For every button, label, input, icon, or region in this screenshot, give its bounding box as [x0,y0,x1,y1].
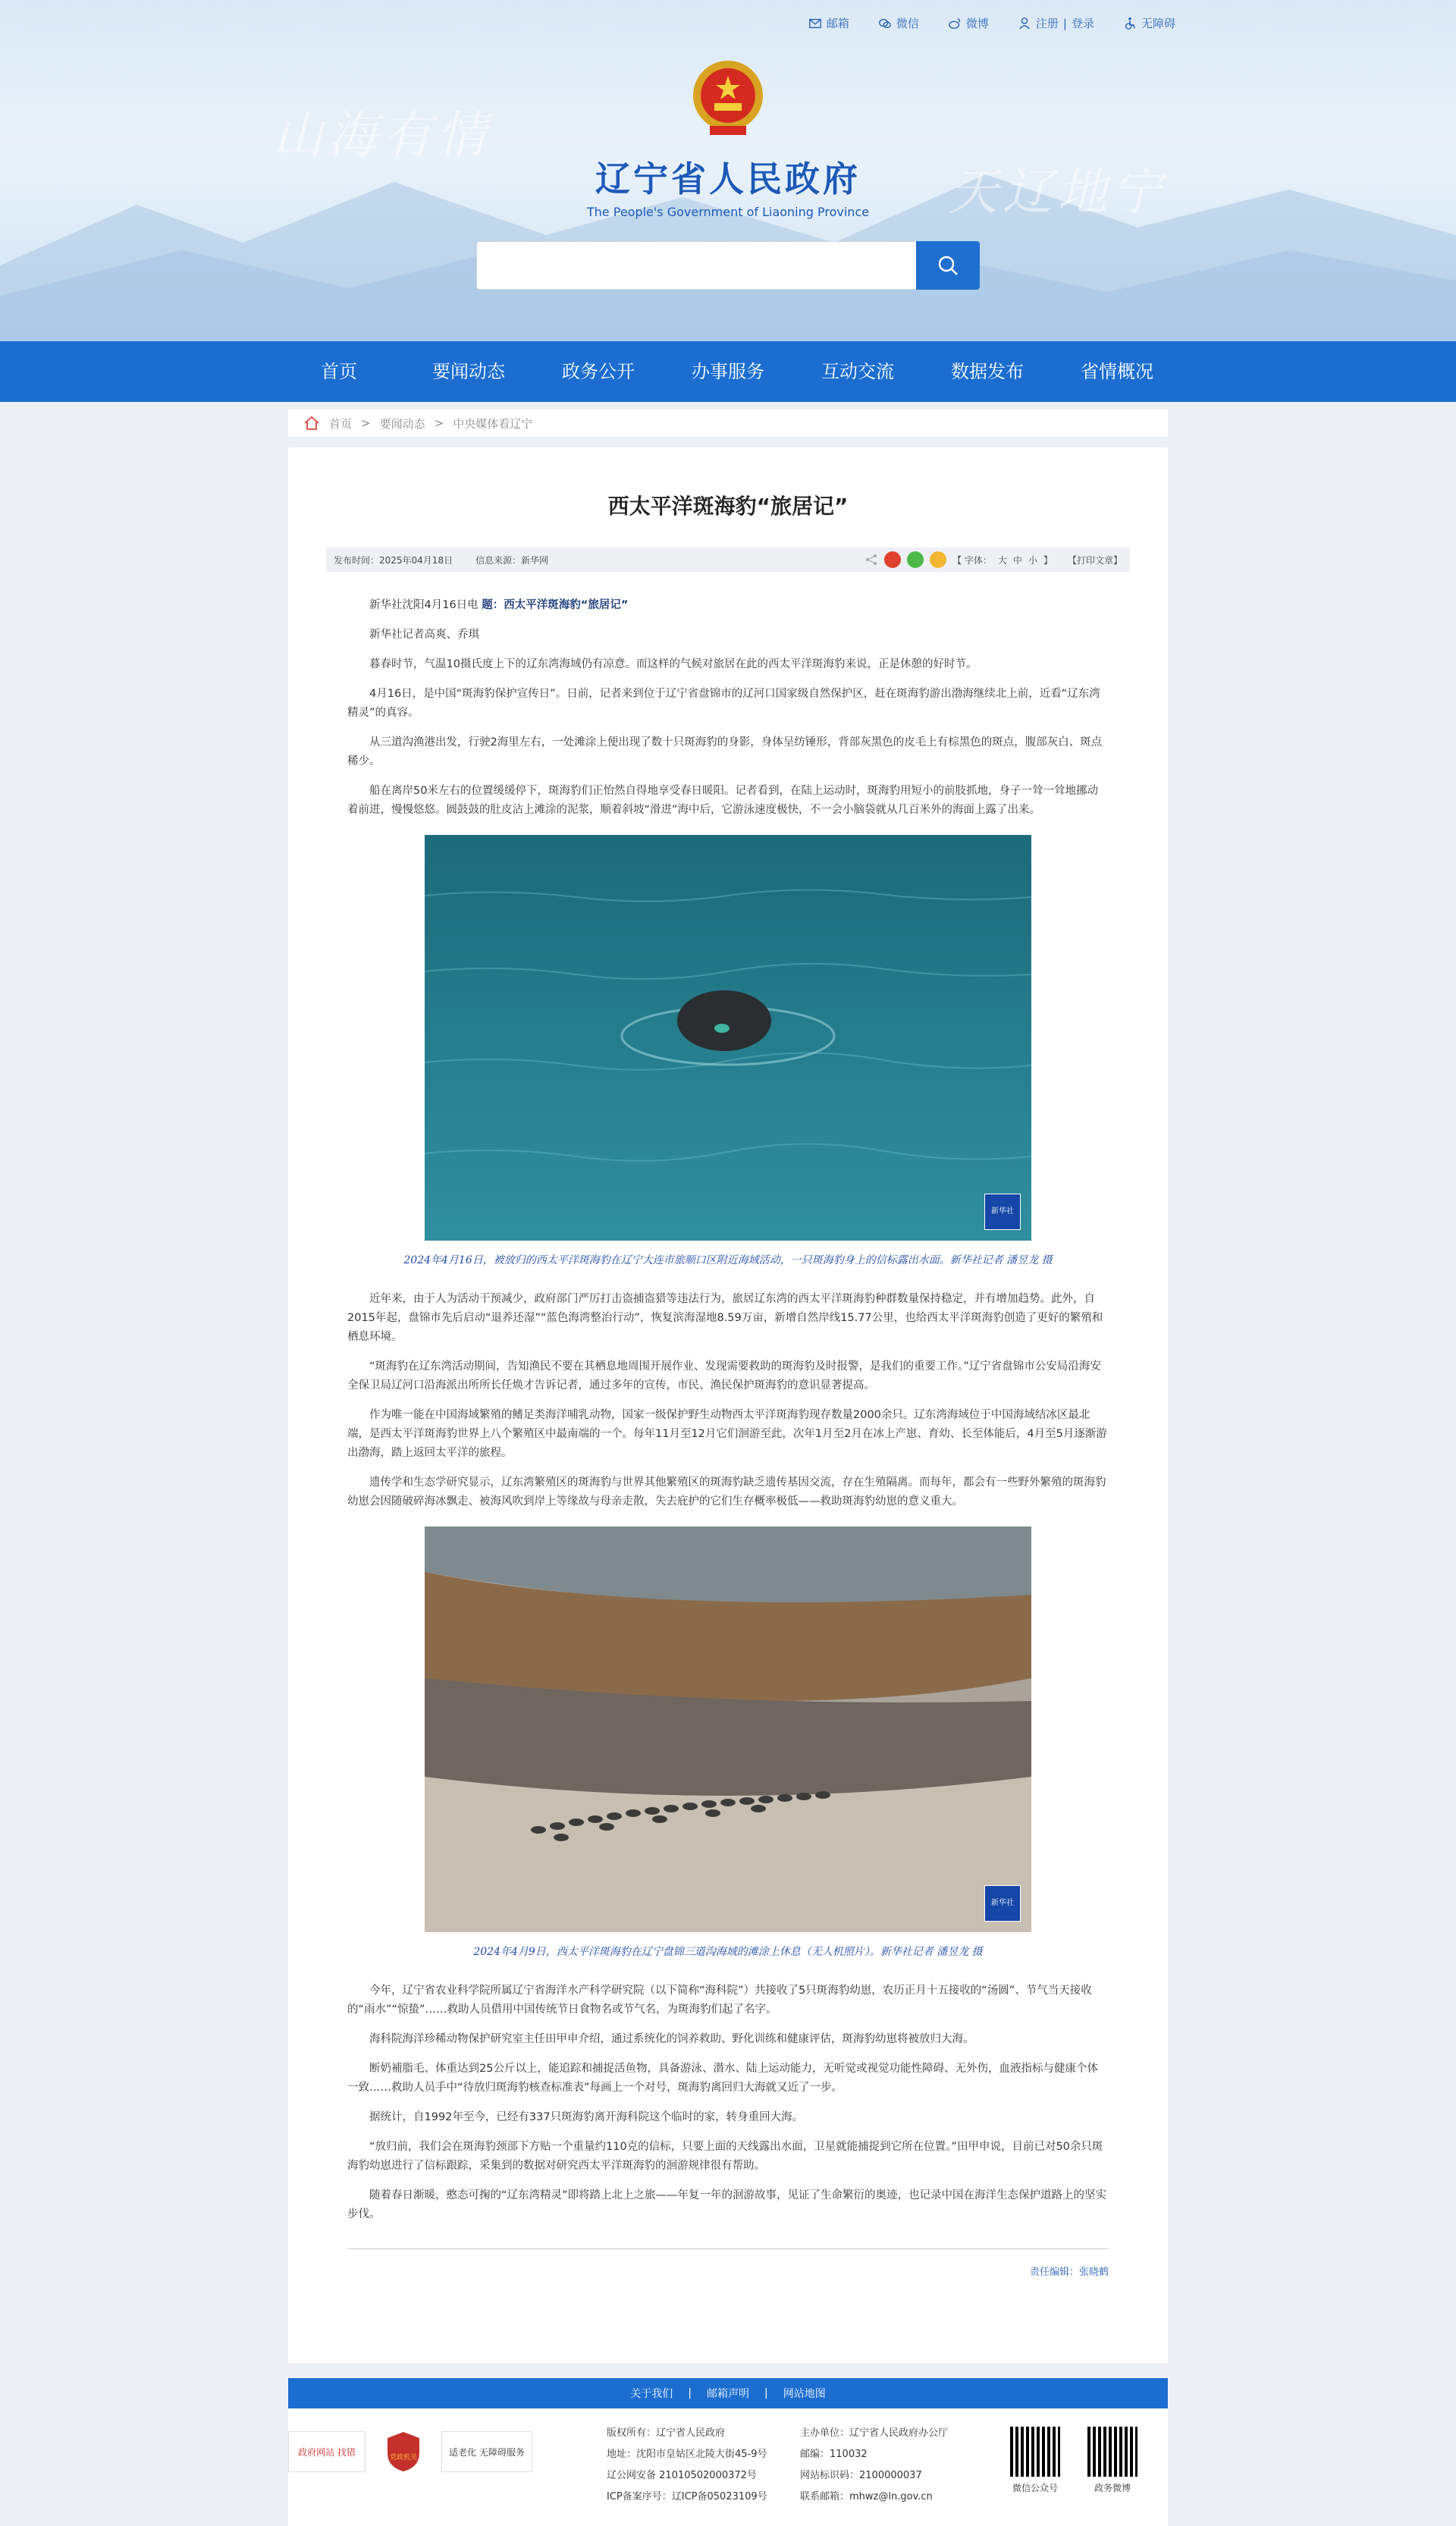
article-title: 西太平洋斑海豹“旅居记” [607,494,849,519]
share-weibo-icon[interactable] [884,551,901,568]
info-source: 信息来源：新华网 [475,554,549,566]
footer-info: 版权所有：辽宁省人民政府 主办单位：辽宁省人民政府办公厅 地址：沈阳市皇姑区北陵大街45-9号 邮编：110032 辽公网安备 21010502000372号 网站标识码：2100000037 ICP备案序号：辽ICP备05023109号 联系邮箱：mhwz@ln.gov.cn [607,2427,949,2502]
paragraph: 断奶補脂毛、体重达到25公斤以上，能追踪和捕捉活鱼物，具备游泳、潜水、陆上运动能力，无听觉或视觉功能性障碍、无外伤，血液指标与健康个体一致……救助人员手中“待放归斑海豹核查标准表”每画上一个对号，斑海豹离回归大海就又近了一步。 [347,2063,1098,2094]
national-emblem-icon [687,56,769,140]
footer-qr-codes [1010,2427,1138,2494]
svg-text:党政机关: 党政机关 [389,2454,418,2462]
seal-swimming-image [425,835,1031,1241]
home-icon[interactable] [303,415,320,431]
nav-services[interactable]: 办事服务 [692,361,764,382]
breadcrumb-home[interactable]: 首页 [329,416,353,431]
photo-caption: 2024年4月16日，被放归的西太平洋斑海豹在辽宁大连市旅顺口区附近海域活动，一只斑海豹身上的信标露出水面。新华社记者 潘昱龙 摄 [403,1254,1053,1266]
paragraph: 作为唯一能在中国海域繁殖的鳍足类海洋哺乳动物，国家一级保护野生动物西太平洋斑海豹现存数量2000余只。辽东湾海域位于中国海域结冰区最北端，是西太平洋斑海豹世界上八个繁殖区中最南端的一个。每年11月至12月它们洄游至此，次年1月至2月在冰上产崽、育幼、长至体能后，4月至5月逐渐游出渤海，踏上返回太平洋的旅程。 [347,1409,1107,1459]
paragraph: 从三道沟渔港出发，行驶2海里左右，一处滩涂上便出现了数十只斑海豹的身影，身体呈纺锤形，背部灰黑色的皮毛上有棕黑色的斑点，腹部灰白、斑点稀少。 [347,736,1103,767]
calligraphy-left: 山海有情 [273,106,491,165]
footer-links [288,2378,1168,2408]
nav-interaction[interactable]: 互动交流 [821,361,894,382]
party-gov-badge-icon [384,2430,422,2473]
publish-time: 发布时间：2025年04月18日 [334,554,453,566]
paragraph: 4月16日，是中国“斑海豹保护宣传日”。日前，记者来到位于辽宁省盘锦市的辽河口国家级自然保护区，赶在斑海豹游出渤海继续北上前，近看“辽东湾精灵”的真容。 [347,688,1100,719]
breadcrumb-separator: > [434,416,444,430]
main-nav [0,341,1456,402]
wechat-icon [878,17,892,30]
font-size-label: 【 字体： [952,554,992,566]
share-wechat-icon[interactable] [907,551,924,568]
footer-sitemap-link[interactable]: 网站地图 [783,2388,826,2400]
paragraph: 遗传学和生态学研究显示，辽东湾繁殖区的斑海豹与世界其他繁殖区的斑海豹缺乏遗传基因交流，存在生殖隔离。而每年，都会有一些野外繁殖的斑海豹幼崽会因随破碎海冰飘走、被海风吹到岸上等缘故与母亲走散，失去庇护的它们生存概率极低——救助斑海豹幼崽的意义重大。 [347,1476,1106,1508]
toplink-accessibility[interactable]: 无障碍 [1123,15,1175,31]
paragraph: “斑海豹在辽东湾活动期间，告知渔民不要在其栖息地周围开展作业、发现需要救助的斑海豹及时报警，是我们的重要工作。”辽宁省盘锦市公安局沿海安全保卫局辽河口沿海派出所所长任焕才告诉记者，通过多年的宣传，市民、渔民保护斑海豹的意识显著提高。 [347,1360,1101,1392]
party-gov-logo[interactable] [384,2432,423,2471]
search-button[interactable] [916,241,980,290]
qr-code-icon [1010,2427,1060,2477]
footer-logos [288,2431,532,2472]
share-qzone-icon[interactable] [930,551,946,568]
toplink-wechat[interactable]: 微信 [878,15,919,31]
footer-separator: | [764,2387,768,2399]
paragraph: 海科院海洋珍稀动物保护研究室主任田甲申介绍，通过系统化的饲养救助、野化训练和健康评估，斑海豹幼崽将被放归大海。 [369,2033,974,2045]
top-links [808,15,1175,31]
paragraph: 暮春时节，气温10摄氏度上下的辽东湾海域仍有凉意。而这样的气候对旅居在此的西太平洋斑海豹来说，正是休憩的好时节。 [369,658,977,670]
site-subtitle: The People's Government of Liaoning Province [586,205,870,219]
accessibility-icon [1123,17,1137,30]
share-icon[interactable] [864,553,878,566]
mail-icon [808,17,822,30]
font-size-close: 】 [1043,554,1053,566]
paragraph: 据统计，自1992年至今，已经有337只斑海豹离开海科院这个临时的家，转身重回大海。 [369,2111,804,2123]
site-title: 辽宁省人民政府 [595,158,861,199]
font-size-small[interactable]: 小 [1028,554,1037,566]
photo-seals-on-beach [425,1527,1031,1932]
print-article-link[interactable]: 【打印文章】 [1067,554,1122,566]
article-body [326,596,1130,2282]
paragraph: 今年，辽宁省农业科学院所属辽宁省海洋水产科学研究院（以下简称“海科院”）共接收了5只斑海豹幼崽，农历正月十五接收的“汤圆”、节气当天接收的“雨水”“惊蛰”……救助人员借用中国传统节日食物名或节气名，为斑海豹们起了名字。 [347,1985,1092,2016]
article-meta-bar [326,548,1130,572]
xinhua-watermark: 新华社 [984,1194,1021,1230]
weibo-qr: 政务微博 [1087,2427,1138,2494]
paragraph: 船在离岸50米左右的位置缓缓停下，斑海豹们正怡然自得地享受春日暖阳。记者看到，在陆上运动时，斑海豹用短小的前肢抓地，身子一耸一耸地挪动着前进，慢慢悠悠。圆鼓鼓的肚皮沾上滩涂的泥浆，顺着斜坡“滑进”海中后，它游泳速度极快，不一会小脑袋就从几百米外的海面上露了出来。 [347,785,1098,816]
nav-overview[interactable]: 省情概况 [1081,361,1153,382]
xinhua-watermark: 新华社 [984,1885,1021,1922]
breadcrumb-separator: > [361,416,371,430]
breadcrumb-current[interactable]: 中央媒体看辽宁 [453,416,533,431]
search-bar [476,241,980,290]
seals-on-mudflat-image [425,1527,1031,1932]
paragraph: 近年来，由于人为活动干预减少，政府部门严厉打击盗捕盗猎等违法行为，旅居辽东湾的西太平洋斑海豹种群数量保持稳定，并有增加趋势。此外，自2015年起，盘锦市先后启动“退养还湿”“蓝色海湾整治行动”，恢复滨海湿地8.59万亩，新增自然岸线15.77公里，也给西太平洋斑海豹创造了更好的繁殖和栖息环境。 [347,1293,1103,1343]
gov-site-error-logo[interactable]: 政府网站 找错 [288,2431,366,2472]
mountain-background [0,114,1456,341]
footer [288,2408,1168,2526]
footer-about-link[interactable]: 关于我们 [630,2388,673,2400]
nav-government-affairs[interactable]: 政务公开 [562,361,635,382]
user-icon [1018,17,1031,30]
accessibility-service-logo[interactable]: 适老化 无障碍服务 [441,2431,532,2472]
toplink-mail[interactable]: 邮箱 [808,15,849,31]
weibo-icon [948,17,962,30]
photo-seal-in-water [425,835,1031,1241]
search-input[interactable] [476,241,916,290]
article-container [288,447,1168,2363]
toplink-register-login[interactable]: 注册 | 登录 [1018,15,1094,31]
toplink-weibo[interactable]: 微博 [948,15,989,31]
nav-data[interactable]: 数据发布 [951,361,1024,382]
footer-separator: | [688,2387,692,2399]
font-size-large[interactable]: 大 [997,554,1007,566]
article-lead: 新华社沈阳4月16日电 题：西太平洋斑海豹“旅居记” [369,599,629,611]
nav-news[interactable]: 要闻动态 [432,361,505,382]
breadcrumb [288,409,1168,437]
paragraph: “放归前，我们会在斑海豹颈部下方贴一个重量约110克的信标，只要上面的天线露出水面，卫星就能捕捉到它所在位置。”田甲申说，目前已对50余只斑海豹幼崽进行了信标跟踪，采集到的数据对研究西太平洋斑海豹的洄游规律很有帮助。 [347,2141,1103,2172]
calligraphy-right: 天辽地宁 [948,163,1166,221]
paragraph: 随着春日渐暖，憨态可掬的“辽东湾精灵”即将踏上北上之旅——年复一年的洄游故事，见证了生命繁衍的奥迹，也记录中国在海洋生态保护道路上的坚实步伐。 [347,2189,1107,2220]
qr-code-icon [1087,2427,1138,2477]
header [0,0,1456,341]
responsible-editor: 责任编辑：张晓鹤 [347,2248,1109,2282]
wechat-qr: 微信公众号 [1010,2427,1060,2494]
nav-home[interactable]: 首页 [321,361,357,382]
article-reporters: 新华社记者高爽、乔琪 [369,629,479,641]
font-size-medium[interactable]: 中 [1012,554,1022,566]
search-icon [936,253,960,278]
footer-email-statement-link[interactable]: 邮箱声明 [707,2388,749,2400]
breadcrumb-news[interactable]: 要闻动态 [379,416,425,431]
photo-caption: 2024年4月9日，西太平洋斑海豹在辽宁盘锦三道沟海域的滩涂上休息（无人机照片）。新华社记者 潘昱龙 摄 [473,1946,983,1958]
